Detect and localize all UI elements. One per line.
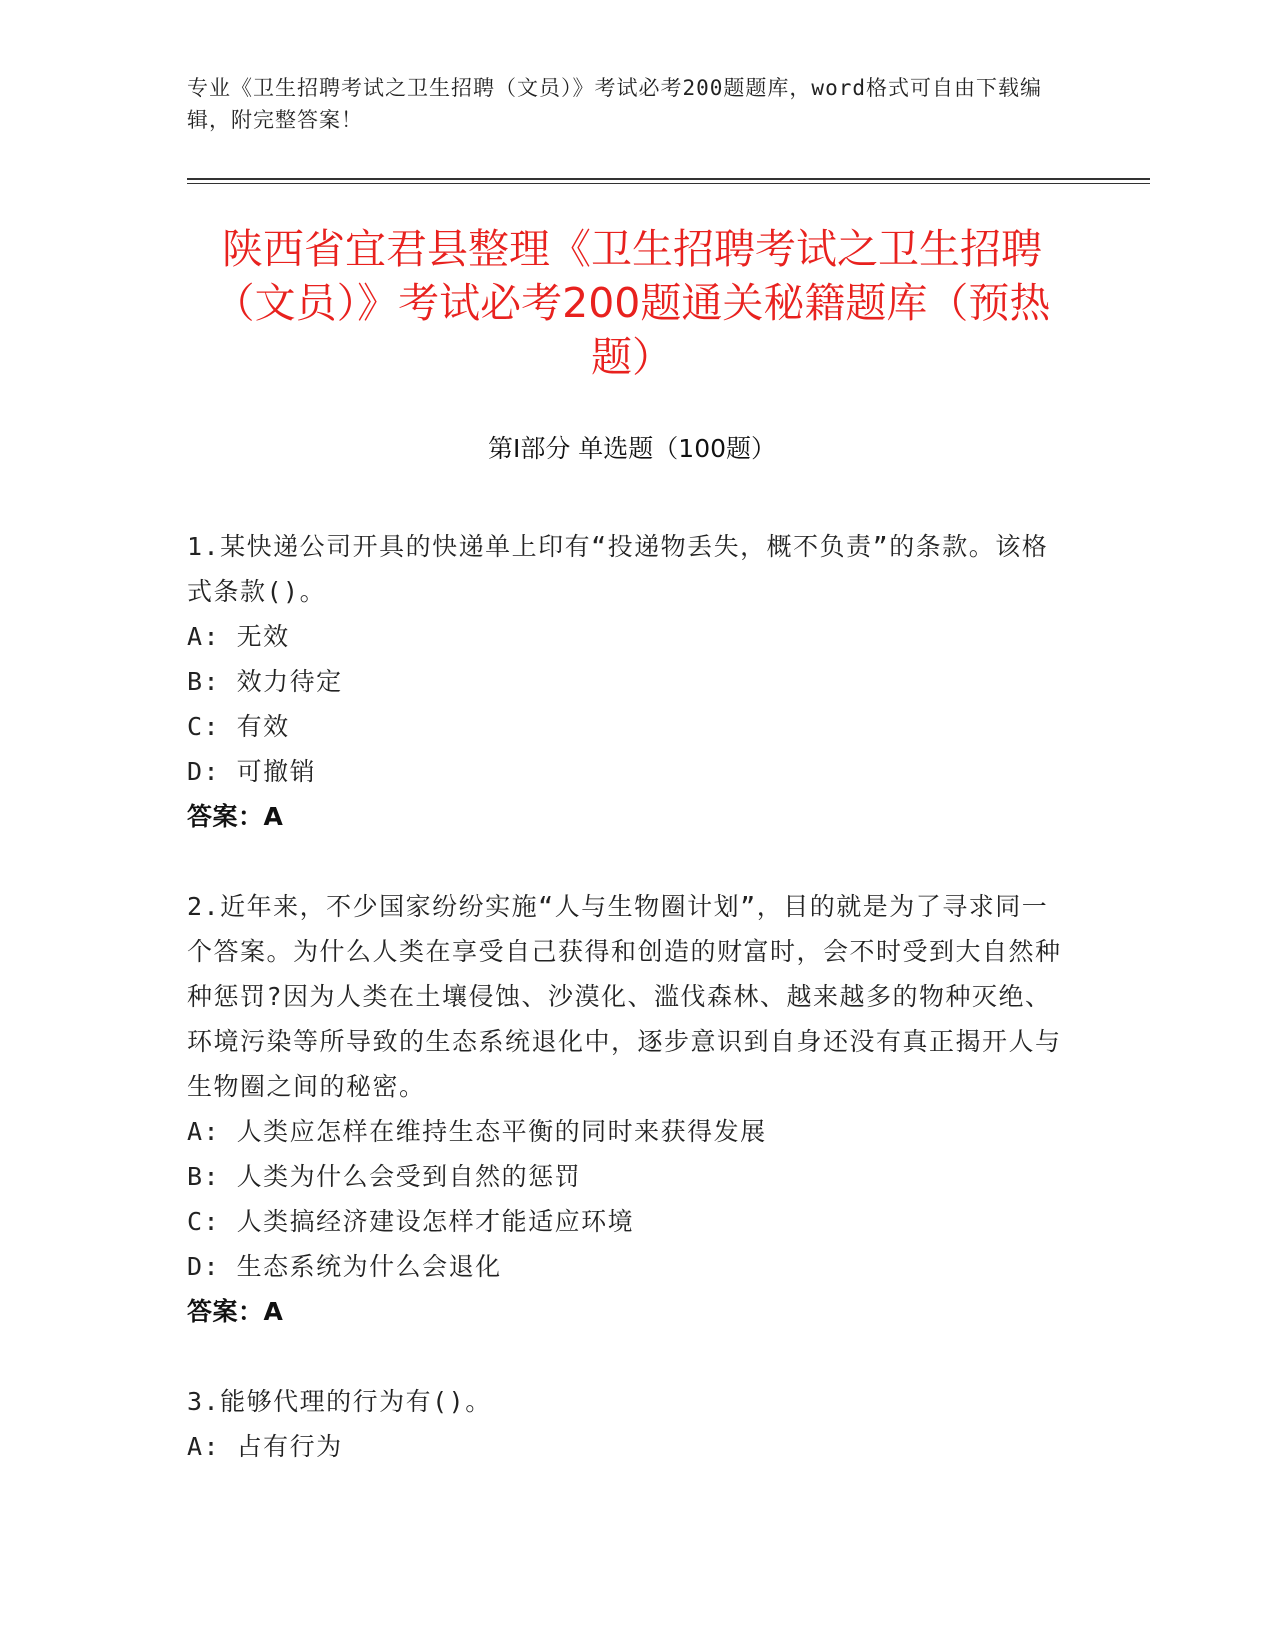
option-a: A: 无效 <box>187 622 290 651</box>
question-stem: 2.近年来，不少国家纷纷实施“人与生物圈计划”，目的就是为了寻求同一个答案。为什么人类在享受自己获得和创造的财富时，会不时受到大自然种种惩罚?因为人类在土壤侵蚀、沙漠化、滥伐森林、越来越多的物种灭绝、环境污染等所导致的生态系统退化中，逐步意识到自身还没有真正揭开人与生物圈之间的秘密。 <box>187 892 1062 1101</box>
question-1 <box>187 524 1067 839</box>
option-c: C: 有效 <box>187 712 290 741</box>
header-note: 专业《卫生招聘考试之卫生招聘（文员）》考试必考200题题库，word格式可自由下载编辑，附完整答案！ <box>187 76 1042 132</box>
option-d: D: 生态系统为什么会退化 <box>187 1252 502 1281</box>
question-2 <box>187 884 1067 1334</box>
option-b: B: 人类为什么会受到自然的惩罚 <box>187 1162 582 1191</box>
option-a: A: 人类应怎样在维持生态平衡的同时来获得发展 <box>187 1117 767 1146</box>
option-d: D: 可撤销 <box>187 757 317 786</box>
option-a: A: 占有行为 <box>187 1432 343 1461</box>
question-list <box>187 524 1067 1514</box>
question-stem: 1.某快递公司开具的快递单上印有“投递物丢失，概不负责”的条款。该格式条款()。 <box>187 532 1049 606</box>
option-c: C: 人类搞经济建设怎样才能适应环境 <box>187 1207 635 1236</box>
section-heading: 第I部分 单选题（100题） <box>487 434 777 463</box>
question-3 <box>187 1379 1067 1469</box>
question-stem: 3.能够代理的行为有()。 <box>187 1387 492 1416</box>
header-divider-thin <box>187 183 1150 184</box>
answer-label: 答案：A <box>187 802 284 831</box>
option-b: B: 效力待定 <box>187 667 343 696</box>
answer-label: 答案：A <box>187 1297 284 1326</box>
document-title: 陕西省宜君县整理《卫生招聘考试之卫生招聘（文员）》考试必考200题通关秘籍题库（预热题） <box>213 225 1051 381</box>
header-divider <box>187 178 1150 180</box>
